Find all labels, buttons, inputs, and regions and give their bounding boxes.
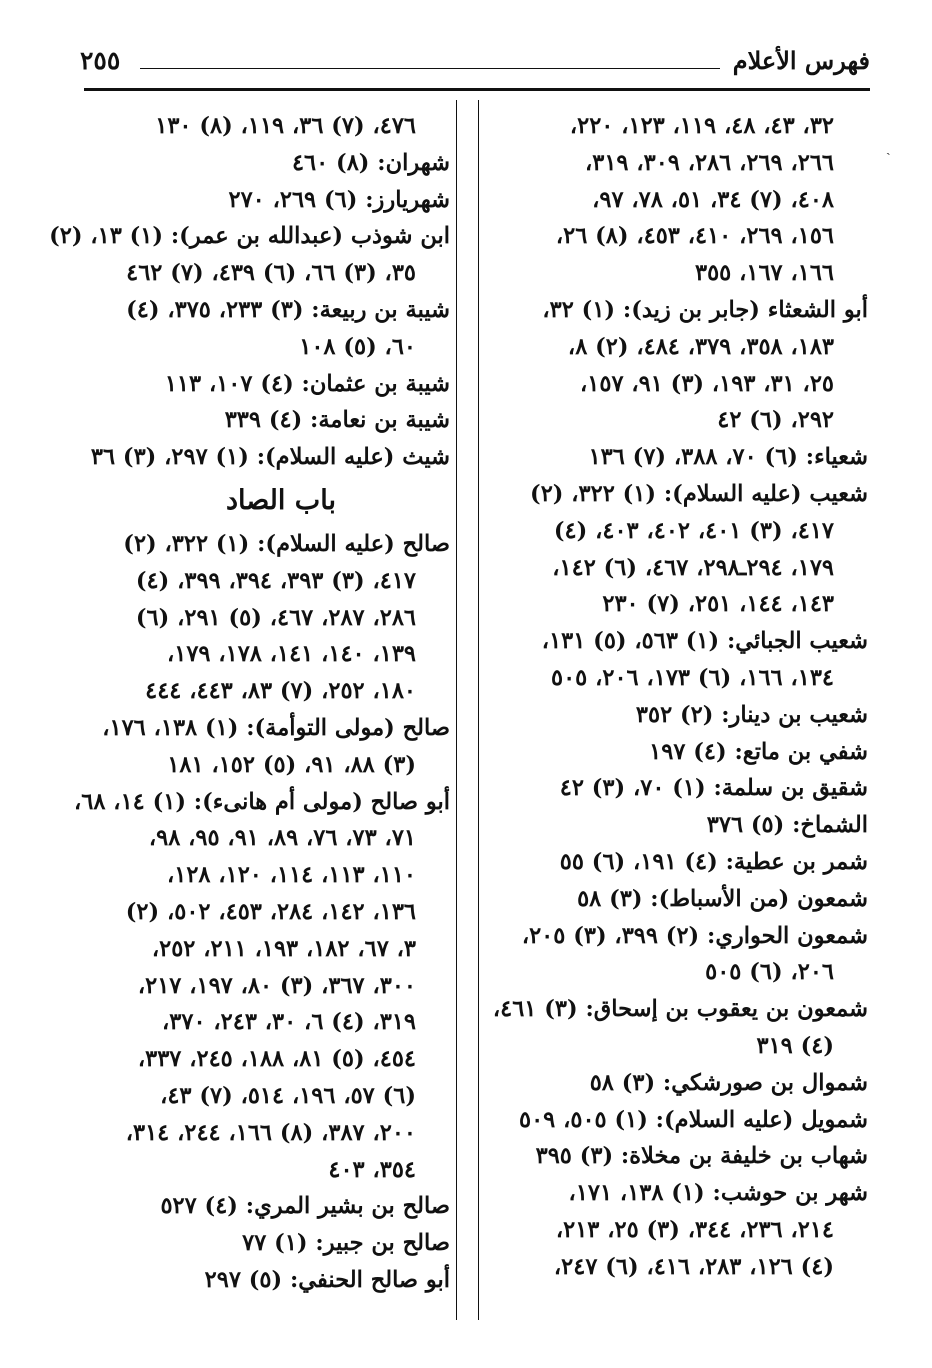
index-entry: شعيب الجبائي: (١) ٥٦٣، (٥) ١٣١، xyxy=(541,628,868,655)
index-entry-continuation: ٢٦٦، ٢٦٩، ٢٨٦، ٣٠٩، ٣١٩، xyxy=(584,149,834,176)
index-entry-continuation: ١٨٠، ٢٥٢، (٧) ٨٣، ٤٤٣، ٤٤٤ xyxy=(145,678,416,705)
left-column xyxy=(49,108,450,1318)
index-entry-continuation: (٤) ٣١٩ xyxy=(756,1032,834,1059)
index-entry: شعياء: (٦) ٧٠، ٣٨٨، (٧) ١٣٦ xyxy=(588,444,868,471)
running-title: فهرس الأعلام xyxy=(732,46,870,75)
index-entry-continuation: ٢٩٢، (٦) ٤٢ xyxy=(717,407,834,434)
index-entry: شمويل (عليه السلام): (١) ٥٠٥، ٥٠٩ xyxy=(518,1106,868,1133)
index-entry-continuation: ١٣٦، ١٤٢، ٢٨٤، ٤٥٣، ٥٠٢، (٢) xyxy=(125,898,416,925)
index-entry-continuation: ١٣٩، ١٤٠، ١٤١، ١٧٨، ١٧٩، xyxy=(166,641,416,668)
column-divider-left xyxy=(456,100,457,1320)
index-entry-continuation: ١٦٦، ١٦٧، ٣٥٥ xyxy=(694,260,834,287)
index-entry: شمعون الحواري: (٢) ٣٩٩، (٣) ٢٠٥، xyxy=(521,922,868,949)
header-rule xyxy=(84,88,870,91)
index-entry: شهريارز: (٦) ٢٦٩، ٢٧٠ xyxy=(228,186,450,213)
page-number: ٢٥٥ xyxy=(80,46,121,75)
index-entry: شمر بن عطية: (٤) ١٩١، (٦) ٥٥ xyxy=(559,848,868,875)
index-entry-continuation: ٢٨٦، ٢٨٧، ٤٦٧، (٥) ٢٩١، (٦) xyxy=(135,604,416,631)
index-entry-continuation: (٤) ١٢٦، ٢٨٣، ٤١٦، (٦) ٢٤٧، xyxy=(553,1253,834,1280)
index-entry-continuation: ١٧٩، ٢٩٤ـ٢٩٨، ٤٦٧، (٦) ١٤٢، xyxy=(552,554,834,581)
index-entry-continuation: ١٣٤، ١٦٦، (٦) ١٧٣، ٢٠٦، ٥٠٥ xyxy=(551,664,834,691)
index-entry-continuation: ١٤٣، ١٤٤، ٢٥١، (٧) ٢٣٠ xyxy=(602,591,834,618)
stray-mark: ˎ xyxy=(886,140,891,156)
index-entry: صالح (مولى التوأمة): (١) ١٣٨، ١٧٦، xyxy=(102,714,450,741)
page-header xyxy=(80,36,870,86)
index-entry-continuation: ٤٠٨، (٧) ٣٤، ٥١، ٧٨، ٩٧، xyxy=(592,186,834,213)
index-entry: شيبة بن ربيعة: (٣) ٢٣٣، ٣٧٥، (٤) xyxy=(126,296,450,323)
right-column xyxy=(490,108,868,1318)
index-entry-continuation: ٧١، ٧٣، ٧٦، ٨٩، ٩١، ٩٥، ٩٨، xyxy=(148,825,416,852)
index-entry: شقيق بن سلمة: (١) ٧٠، (٣) ٤٢ xyxy=(559,775,868,802)
index-entry: شموال بن صورشكي: (٣) ٥٨ xyxy=(589,1069,868,1096)
index-entry: ابن شوذب (عبدالله بن عمر): (١) ١٣، (٢) xyxy=(49,223,450,250)
index-entry-continuation: (٦) ٥٧، ١٩٦، ٥١٤، (٧) ٤٣، xyxy=(160,1082,416,1109)
index-entry-continuation: ٢٥، ٣١، ١٩٣، (٣) ٩١، ١٥٧، xyxy=(580,370,834,397)
index-entry: شعيب بن دينار: (٢) ٣٥٢ xyxy=(635,701,868,728)
index-entry-continuation: ١٨٣، ٣٥٨، ٣٧٩، ٤٨٤، (٢) ٨، xyxy=(567,333,834,360)
index-entry: الشماخ: (٥) ٣٧٦ xyxy=(706,812,868,839)
section-title: باب الصاد xyxy=(226,484,336,516)
index-entry-continuation: ٣٥، (٣) ٦٦، (٦) ٤٣٩، (٧) ٤٦٢ xyxy=(126,260,416,287)
left-column-lower xyxy=(74,526,450,1299)
index-entry-continuation: ٣٢، ٤٣، ٤٨، ١١٩، ١٢٣، ٢٢٠، xyxy=(569,113,834,139)
index-entry: أبو صالح (مولى أم هانىء): (١) ١٤، ٦٨، xyxy=(74,788,450,815)
index-entry-continuation: ١٥٦، ٢٦٩، ٤١٠، ٤٥٣، (٨) ٢٦، xyxy=(555,223,834,250)
index-entry-continuation: (٣) ٨٨، ٩١، (٥) ١٥٢، ١٨١ xyxy=(167,751,416,778)
index-entry: شعيب (عليه السلام): (١) ٣٢٢، (٢) xyxy=(530,480,868,507)
index-entry: شيبة بن نعامة: (٤) ٣٣٩ xyxy=(224,407,450,434)
index-entry: صالح بن بشير المري: (٤) ٥٢٧ xyxy=(160,1193,450,1220)
index-entry-continuation: ٢٠٦، (٦) ٥٠٥ xyxy=(705,959,834,986)
index-entry: صالح بن جبير: (١) ٧٧ xyxy=(242,1230,450,1257)
index-entry-continuation: ٤١٧، (٣) ٣٩٣، ٣٩٤، ٣٩٩، (٤) xyxy=(135,567,416,594)
index-entry: أبو صالح الحنفي: (٥) ٢٩٧ xyxy=(204,1266,450,1293)
header-dash-line xyxy=(140,68,720,69)
index-entry: شفي بن ماتع: (٤) ١٩٧ xyxy=(649,738,868,765)
index-entry-continuation: ٣، ٦٧، ١٨٢، ١٩٣، ٢١١، ٢٥٢، xyxy=(151,935,416,962)
index-entry: شمعون بن يعقوب بن إسحاق: (٣) ٤٦١، xyxy=(492,996,868,1023)
index-entry-continuation: ٣١٩، (٤) ٦، ٣٠، ٢٤٣، ٣٧٠، xyxy=(162,1009,416,1036)
index-entry: أبو الشعثاء (جابر بن زيد): (١) ٣٢، xyxy=(542,296,868,323)
index-entry: شهران: (٨) ٤٦٠ xyxy=(291,149,450,176)
index-entry: شيبة بن عثمان: (٤) ١٠٧، ١١٣ xyxy=(164,370,450,397)
index-entry-continuation: ٢١٤، ٢٣٦، ٣٤٤، (٣) ٢٥، ٢١٣، xyxy=(555,1216,834,1243)
index-entry-continuation: ٣٥٤، ٤٠٣ xyxy=(328,1156,416,1183)
index-entry-continuation: ٤١٧، (٣) ٤٠١، ٤٠٢، ٤٠٣، (٤) xyxy=(553,517,834,544)
index-entry-continuation: ٤٧٦، (٧) ٣٦، ١١٩، (٨) ١٣٠ xyxy=(155,113,416,139)
index-entry: شهاب بن خليفة بن مخلاة: (٣) ٣٩٥ xyxy=(535,1143,868,1170)
index-entry: صالح (عليه السلام): (١) ٣٢٢، (٢) xyxy=(123,530,450,557)
index-entry: شيث (عليه السلام): (١) ٢٩٧، (٣) ٣٦ xyxy=(90,444,450,471)
column-divider-right xyxy=(478,100,479,1320)
index-entry-continuation: ٤٥٤، (٥) ٨١، ١٨٨، ٢٤٥، ٣٣٧، xyxy=(137,1046,416,1073)
index-entry-continuation: ٢٠٠، ٣٨٧، (٨) ١٦٦، ٢٤٤، ٣١٤، xyxy=(125,1119,416,1146)
index-entry-continuation: ٣٠٠، ٣٦٧، (٣) ٨٠، ١٩٧، ٢١٧، xyxy=(137,972,416,999)
left-column-upper xyxy=(49,108,450,476)
index-entry: شهر بن حوشب: (١) ١٣٨، ١٧١، xyxy=(568,1180,868,1207)
index-entry-continuation: ٦٠، (٥) ١٠٨ xyxy=(299,333,416,360)
index-entry-continuation: ١١٠، ١١٣، ١١٤، ١٢٠، ١٢٨، xyxy=(166,862,416,889)
index-entry: شمعون (من الأسباط): (٣) ٥٨ xyxy=(577,885,868,912)
